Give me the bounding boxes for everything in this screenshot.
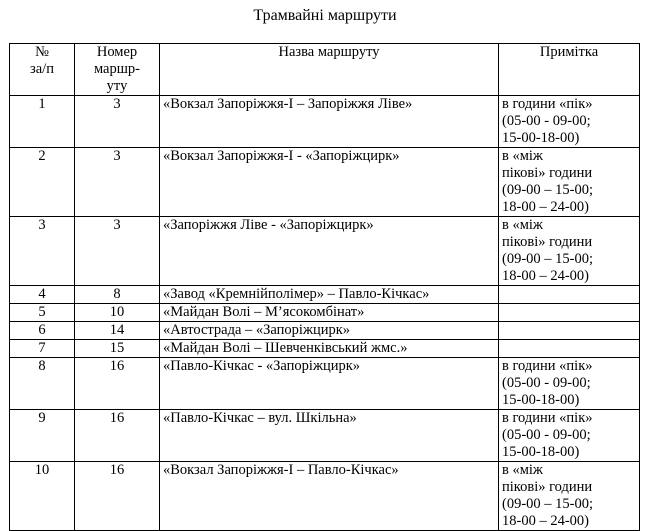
table-row [10,340,640,358]
cell-number: 2 [10,148,75,217]
cell-number: 10 [10,462,75,531]
cell-number: 3 [10,217,75,286]
routes-table [9,43,640,531]
cell-route-name: «Павло-Кічкас - «Запоріжцирк» [160,358,499,410]
cell-number: 8 [10,358,75,410]
cell-number: 1 [10,96,75,148]
cell-note [499,322,640,340]
cell-route-number: 3 [75,148,160,217]
cell-route-number: 15 [75,340,160,358]
cell-route-name: «Вокзал Запоріжжя-І – Павло-Кічкас» [160,462,499,531]
table-row [10,358,640,410]
table-row [10,217,640,286]
cell-route-name: «Вокзал Запоріжжя-І – Запоріжжя Ліве» [160,96,499,148]
table-header-row [10,44,640,96]
table-row [10,96,640,148]
cell-note [499,304,640,322]
cell-note: в години «пік» (05-00 - 09-00; 15-00-18-00) [499,358,640,410]
cell-number: 9 [10,410,75,462]
cell-number: 5 [10,304,75,322]
table-row [10,410,640,462]
cell-note [499,286,640,304]
cell-route-number: 16 [75,410,160,462]
cell-route-name: «Запоріжжя Ліве - «Запоріжцирк» [160,217,499,286]
cell-route-name: «Майдан Волі – Шевченківський жмс.» [160,340,499,358]
cell-route-name: «Автострада – «Запоріжцирк» [160,322,499,340]
cell-note: в «між пікові» години (09-00 – 15-00; 18-00 – 24-00) [499,217,640,286]
cell-note: в години «пік» (05-00 - 09-00; 15-00-18-00) [499,410,640,462]
cell-route-name: «Вокзал Запоріжжя-І - «Запоріжцирк» [160,148,499,217]
header-route-name: Назва маршруту [160,44,499,96]
cell-number: 4 [10,286,75,304]
cell-route-number: 14 [75,322,160,340]
table-row [10,322,640,340]
cell-route-name: «Майдан Волі – М’ясокомбінат» [160,304,499,322]
cell-note: в години «пік» (05-00 - 09-00; 15-00-18-00) [499,96,640,148]
cell-route-name: «Завод «Кремнійполімер» – Павло-Кічкас» [160,286,499,304]
cell-number: 7 [10,340,75,358]
header-route-number: Номер маршр- уту [75,44,160,96]
table-row [10,286,640,304]
header-number: № за/п [10,44,75,96]
cell-note: в «між пікові» години (09-00 – 15-00; 18-00 – 24-00) [499,148,640,217]
cell-route-number: 16 [75,358,160,410]
page-title: Трамвайні маршрути [253,7,397,24]
cell-note [499,340,640,358]
table-row [10,148,640,217]
table-row [10,462,640,531]
cell-number: 6 [10,322,75,340]
cell-route-number: 16 [75,462,160,531]
cell-route-name: «Павло-Кічкас – вул. Шкільна» [160,410,499,462]
cell-route-number: 3 [75,96,160,148]
cell-route-number: 3 [75,217,160,286]
header-note: Примітка [499,44,640,96]
cell-note: в «між пікові» години (09-00 – 15-00; 18-00 – 24-00) [499,462,640,531]
table-row [10,304,640,322]
cell-route-number: 8 [75,286,160,304]
cell-route-number: 10 [75,304,160,322]
